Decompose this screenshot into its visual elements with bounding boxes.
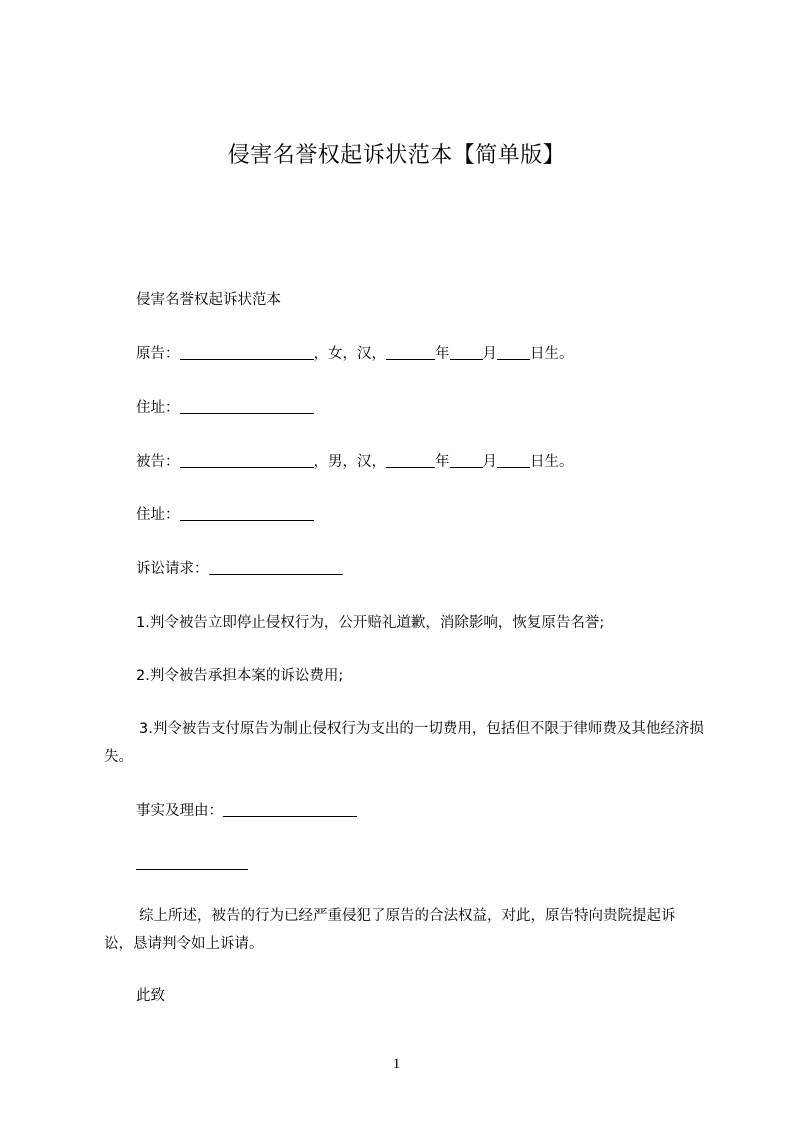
plaintiff-address-label: 住址： bbox=[136, 400, 180, 416]
plaintiff-day-label: 日生。 bbox=[530, 346, 574, 362]
defendant-address-line bbox=[136, 505, 314, 525]
defendant-month-blank bbox=[450, 453, 483, 468]
claim-item-3: 3.判令被告支付原告为制止侵权行为支出的一切费用，包括但不限于律师费及其他经济损失。 bbox=[104, 721, 704, 765]
plaintiff-year-blank bbox=[386, 345, 435, 360]
defendant-address-blank bbox=[180, 506, 314, 521]
plaintiff-year-label: 年 bbox=[435, 346, 450, 362]
defendant-line bbox=[136, 452, 574, 472]
plaintiff-address-line bbox=[136, 398, 314, 418]
facts-blank bbox=[223, 802, 357, 817]
plaintiff-details: ，女，汉， bbox=[313, 346, 386, 362]
defendant-month-label: 月 bbox=[482, 454, 497, 470]
document-title: 侵害名誉权起诉状范本【简单版】 bbox=[227, 143, 566, 168]
claims-label: 诉讼请求： bbox=[136, 561, 209, 577]
defendant-details: ，男，汉， bbox=[313, 454, 386, 470]
defendant-day-label: 日生。 bbox=[530, 454, 574, 470]
plaintiff-line bbox=[136, 344, 574, 364]
claim-item-1: 1.判令被告立即停止侵权行为，公开赔礼道歉，消除影响，恢复原告名誉; bbox=[136, 615, 605, 631]
plaintiff-name-blank bbox=[180, 345, 314, 360]
facts-label: 事实及理由： bbox=[136, 803, 223, 819]
page-number: 1 bbox=[392, 1056, 401, 1072]
defendant-day-blank bbox=[497, 453, 530, 468]
claims-blank bbox=[209, 560, 343, 575]
defendant-label: 被告： bbox=[136, 454, 180, 470]
defendant-name-blank bbox=[180, 453, 314, 468]
closing-line: 此致 bbox=[136, 988, 165, 1004]
facts-line bbox=[136, 801, 357, 821]
defendant-year-blank bbox=[386, 453, 435, 468]
facts-continuation-line bbox=[136, 854, 248, 874]
plaintiff-label: 原告： bbox=[136, 346, 180, 362]
plaintiff-month-label: 月 bbox=[482, 346, 497, 362]
document-heading: 侵害名誉权起诉状范本 bbox=[136, 292, 281, 308]
plaintiff-month-blank bbox=[450, 345, 483, 360]
claims-line bbox=[136, 559, 343, 579]
plaintiff-address-blank bbox=[180, 399, 314, 414]
defendant-address-label: 住址： bbox=[136, 507, 180, 523]
conclusion-paragraph: 综上所述，被告的行为已经严重侵犯了原告的合法权益，对此，原告特向贵院提起诉讼，恳请判令如上诉请。 bbox=[104, 908, 676, 952]
facts-continuation-blank bbox=[136, 855, 248, 870]
claim-item-2: 2.判令被告承担本案的诉讼费用; bbox=[136, 668, 344, 684]
defendant-year-label: 年 bbox=[435, 454, 450, 470]
plaintiff-day-blank bbox=[497, 345, 530, 360]
